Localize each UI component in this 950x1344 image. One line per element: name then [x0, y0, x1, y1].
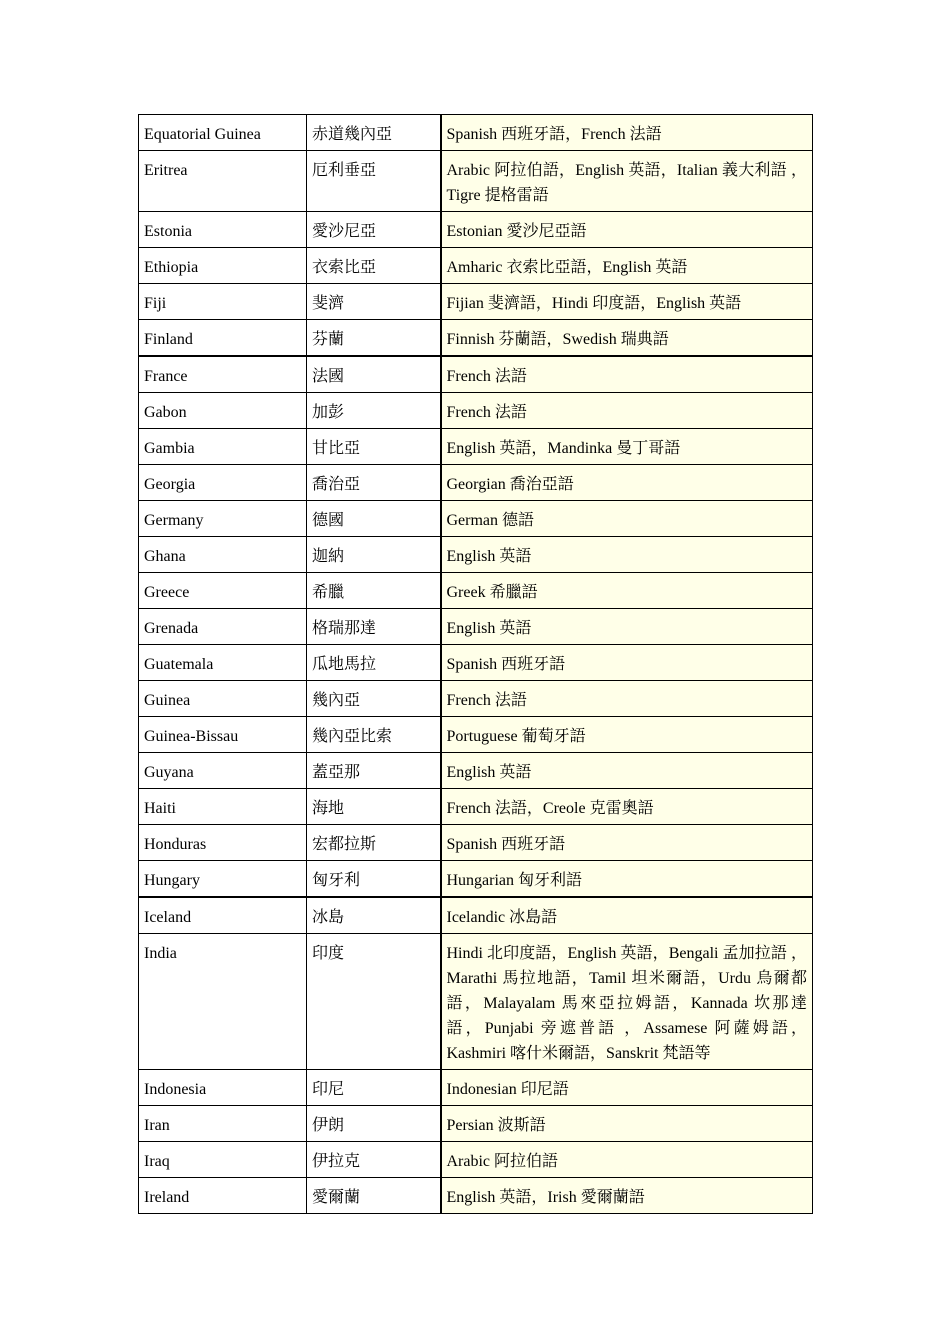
country-name-cell: Georgia [139, 465, 307, 501]
table-row [139, 1142, 813, 1178]
languages-cell: English 英語 [441, 753, 813, 789]
chinese-name-cell: 斐濟 [307, 284, 441, 320]
table-row [139, 393, 813, 429]
chinese-name-cell: 愛爾蘭 [307, 1178, 441, 1214]
languages-cell: Spanish 西班牙語，French 法語 [441, 115, 813, 151]
languages-cell: Arabic 阿拉伯語，English 英語，Italian 義大利語 ，Tigre 提格雷語 [441, 151, 813, 212]
table-row [139, 356, 813, 393]
table-row [139, 753, 813, 789]
chinese-name-cell: 冰島 [307, 897, 441, 934]
table-row [139, 1106, 813, 1142]
chinese-name-cell: 加彭 [307, 393, 441, 429]
chinese-name-cell: 印尼 [307, 1070, 441, 1106]
languages-cell: Amharic 衣索比亞語，English 英語 [441, 248, 813, 284]
table-row [139, 573, 813, 609]
table-row [139, 897, 813, 934]
country-name-cell: Germany [139, 501, 307, 537]
languages-cell: English 英語 [441, 537, 813, 573]
table-row [139, 429, 813, 465]
chinese-name-cell: 喬治亞 [307, 465, 441, 501]
country-name-cell: Guinea-Bissau [139, 717, 307, 753]
languages-cell: Fijian 斐濟語，Hindi 印度語，English 英語 [441, 284, 813, 320]
languages-cell: Hindi 北印度語，English 英語，Bengali 孟加拉語 ，Marathi 馬拉地語，Tamil 坦米爾語，Urdu 烏爾都語，Malayalam 馬來亞拉姆語，Kannada 坎那達語，Punjabi 旁遮普語 ，Assamese 阿薩姆語，Kashmiri 喀什米爾語，Sanskrit 梵語等 [441, 934, 813, 1070]
table-row [139, 537, 813, 573]
table-row [139, 465, 813, 501]
chinese-name-cell: 甘比亞 [307, 429, 441, 465]
chinese-name-cell: 幾內亞比索 [307, 717, 441, 753]
country-name-cell: Iceland [139, 897, 307, 934]
chinese-name-cell: 海地 [307, 789, 441, 825]
chinese-name-cell: 迦納 [307, 537, 441, 573]
chinese-name-cell: 幾內亞 [307, 681, 441, 717]
languages-cell: Portuguese 葡萄牙語 [441, 717, 813, 753]
table-row [139, 1178, 813, 1214]
languages-cell: French 法語 [441, 393, 813, 429]
languages-cell: Indonesian 印尼語 [441, 1070, 813, 1106]
languages-cell: Georgian 喬治亞語 [441, 465, 813, 501]
country-name-cell: Indonesia [139, 1070, 307, 1106]
chinese-name-cell: 蓋亞那 [307, 753, 441, 789]
country-name-cell: Iraq [139, 1142, 307, 1178]
chinese-name-cell: 厄利垂亞 [307, 151, 441, 212]
chinese-name-cell: 衣索比亞 [307, 248, 441, 284]
table-body [139, 115, 813, 1214]
country-name-cell: Estonia [139, 212, 307, 248]
country-name-cell: Gambia [139, 429, 307, 465]
languages-cell: English 英語，Irish 愛爾蘭語 [441, 1178, 813, 1214]
languages-cell: Greek 希臘語 [441, 573, 813, 609]
table-row [139, 645, 813, 681]
table-row [139, 248, 813, 284]
chinese-name-cell: 宏都拉斯 [307, 825, 441, 861]
table-row [139, 609, 813, 645]
table-row [139, 825, 813, 861]
chinese-name-cell: 芬蘭 [307, 320, 441, 357]
table-row [139, 320, 813, 357]
languages-cell: Finnish 芬蘭語，Swedish 瑞典語 [441, 320, 813, 357]
chinese-name-cell: 印度 [307, 934, 441, 1070]
chinese-name-cell: 伊拉克 [307, 1142, 441, 1178]
chinese-name-cell: 瓜地馬拉 [307, 645, 441, 681]
languages-cell: Estonian 愛沙尼亞語 [441, 212, 813, 248]
country-name-cell: Greece [139, 573, 307, 609]
languages-cell: French 法語 [441, 681, 813, 717]
country-name-cell: Iran [139, 1106, 307, 1142]
languages-cell: Persian 波斯語 [441, 1106, 813, 1142]
country-name-cell: Ireland [139, 1178, 307, 1214]
languages-cell: Hungarian 匈牙利語 [441, 861, 813, 898]
table-row [139, 717, 813, 753]
languages-cell: English 英語，Mandinka 曼丁哥語 [441, 429, 813, 465]
table-row [139, 151, 813, 212]
country-name-cell: France [139, 356, 307, 393]
languages-cell: Icelandic 冰島語 [441, 897, 813, 934]
languages-cell: German 德語 [441, 501, 813, 537]
table-row [139, 115, 813, 151]
chinese-name-cell: 德國 [307, 501, 441, 537]
table-row [139, 789, 813, 825]
table-row [139, 934, 813, 1070]
chinese-name-cell: 赤道幾內亞 [307, 115, 441, 151]
chinese-name-cell: 伊朗 [307, 1106, 441, 1142]
country-name-cell: Guatemala [139, 645, 307, 681]
table-row [139, 284, 813, 320]
languages-cell: French 法語，Creole 克雷奧語 [441, 789, 813, 825]
table-row [139, 681, 813, 717]
country-name-cell: Grenada [139, 609, 307, 645]
languages-cell: Spanish 西班牙語 [441, 645, 813, 681]
country-name-cell: Ghana [139, 537, 307, 573]
table-row [139, 861, 813, 898]
languages-cell: French 法語 [441, 356, 813, 393]
chinese-name-cell: 愛沙尼亞 [307, 212, 441, 248]
country-name-cell: Equatorial Guinea [139, 115, 307, 151]
country-name-cell: Haiti [139, 789, 307, 825]
country-name-cell: Fiji [139, 284, 307, 320]
chinese-name-cell: 匈牙利 [307, 861, 441, 898]
country-name-cell: Guinea [139, 681, 307, 717]
chinese-name-cell: 格瑞那達 [307, 609, 441, 645]
country-name-cell: Ethiopia [139, 248, 307, 284]
table-row [139, 1070, 813, 1106]
country-name-cell: Finland [139, 320, 307, 357]
languages-cell: Spanish 西班牙語 [441, 825, 813, 861]
languages-cell: English 英語 [441, 609, 813, 645]
chinese-name-cell: 法國 [307, 356, 441, 393]
country-name-cell: Honduras [139, 825, 307, 861]
languages-cell: Arabic 阿拉伯語 [441, 1142, 813, 1178]
country-name-cell: Guyana [139, 753, 307, 789]
table-row [139, 501, 813, 537]
country-name-cell: Eritrea [139, 151, 307, 212]
country-name-cell: India [139, 934, 307, 1070]
table-row [139, 212, 813, 248]
country-name-cell: Gabon [139, 393, 307, 429]
country-name-cell: Hungary [139, 861, 307, 898]
chinese-name-cell: 希臘 [307, 573, 441, 609]
language-table [138, 114, 813, 1214]
